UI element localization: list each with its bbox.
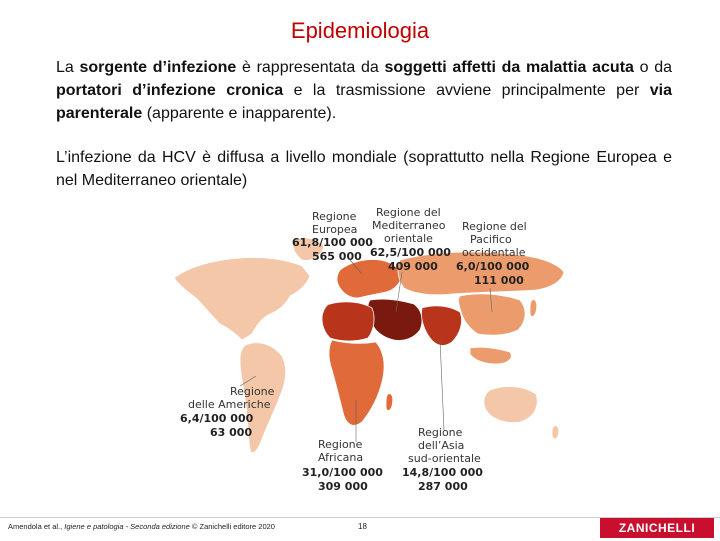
region-eastern-mediterranean-shape	[368, 299, 422, 340]
svg-text:409 000: 409 000	[388, 260, 438, 273]
region-americas-north-shape	[174, 257, 310, 340]
madagascar-shape	[386, 394, 393, 411]
svg-text:Regione: Regione	[418, 426, 463, 439]
svg-text:Regione del: Regione del	[376, 206, 441, 219]
world-map	[170, 200, 570, 520]
svg-text:309 000: 309 000	[318, 480, 368, 493]
region-africa-shape	[329, 340, 384, 425]
svg-text:Mediterraneo: Mediterraneo	[372, 219, 446, 232]
slide-title: Epidemiologia	[290, 18, 430, 43]
label-africa	[302, 438, 383, 493]
world-map-figure	[170, 200, 570, 520]
svg-text:delle Americhe: delle Americhe	[188, 398, 271, 411]
svg-text:14,8/100 000: 14,8/100 000	[402, 466, 483, 479]
publisher-logo: ZANICHELLI	[600, 518, 714, 538]
svg-text:6,4/100 000: 6,4/100 000	[180, 412, 254, 425]
svg-text:63 000: 63 000	[210, 426, 253, 439]
region-north-africa-shape	[322, 302, 374, 341]
svg-text:dell’Asia: dell’Asia	[418, 439, 465, 452]
paragraph-distribution: L’infezione da HCV è diffusa a livello mondiale (soprattutto nella Regione Europea e nel Mediterraneo orientale)	[56, 149, 672, 189]
svg-text:Regione: Regione	[312, 210, 357, 223]
svg-text:Regione: Regione	[318, 438, 363, 451]
paragraph-source: La sorgente d’infezione è rappresentata da soggetti affetti da malattia acuta o da portatori d’infezione cronica e la trasmissione avviene principalmente per via parenterale (apparente e inapparente).	[56, 59, 672, 122]
new-zealand-shape	[552, 426, 559, 439]
svg-text:Regione del: Regione del	[462, 220, 527, 233]
region-southeast-asia-shape	[470, 347, 511, 364]
svg-text:Africana: Africana	[318, 451, 364, 464]
svg-text:62,5/100 000: 62,5/100 000	[370, 246, 451, 259]
region-south-asia-shape	[421, 306, 461, 346]
svg-text:occidentale: occidentale	[462, 246, 526, 259]
region-east-asia-shape	[459, 294, 526, 335]
footer-credit: Amendola et al., Igiene e patologia - Seconda edizione © Zanichelli editore 2020	[8, 522, 275, 531]
page-number: 18	[358, 522, 367, 531]
svg-text:6,0/100 000: 6,0/100 000	[456, 260, 530, 273]
region-australia-shape	[484, 387, 537, 423]
svg-text:Europea: Europea	[312, 223, 358, 236]
label-southeast-asia	[402, 426, 483, 493]
svg-text:orientale: orientale	[384, 232, 433, 245]
svg-text:111 000: 111 000	[474, 274, 524, 287]
svg-text:287 000: 287 000	[418, 480, 468, 493]
svg-text:sud-orientale: sud-orientale	[408, 452, 481, 465]
svg-text:31,0/100 000: 31,0/100 000	[302, 466, 383, 479]
japan-shape	[530, 300, 537, 317]
svg-text:Regione: Regione	[230, 385, 275, 398]
svg-text:61,8/100 000: 61,8/100 000	[292, 236, 373, 249]
svg-text:Pacifico: Pacifico	[470, 233, 512, 246]
svg-text:565 000: 565 000	[312, 250, 362, 263]
